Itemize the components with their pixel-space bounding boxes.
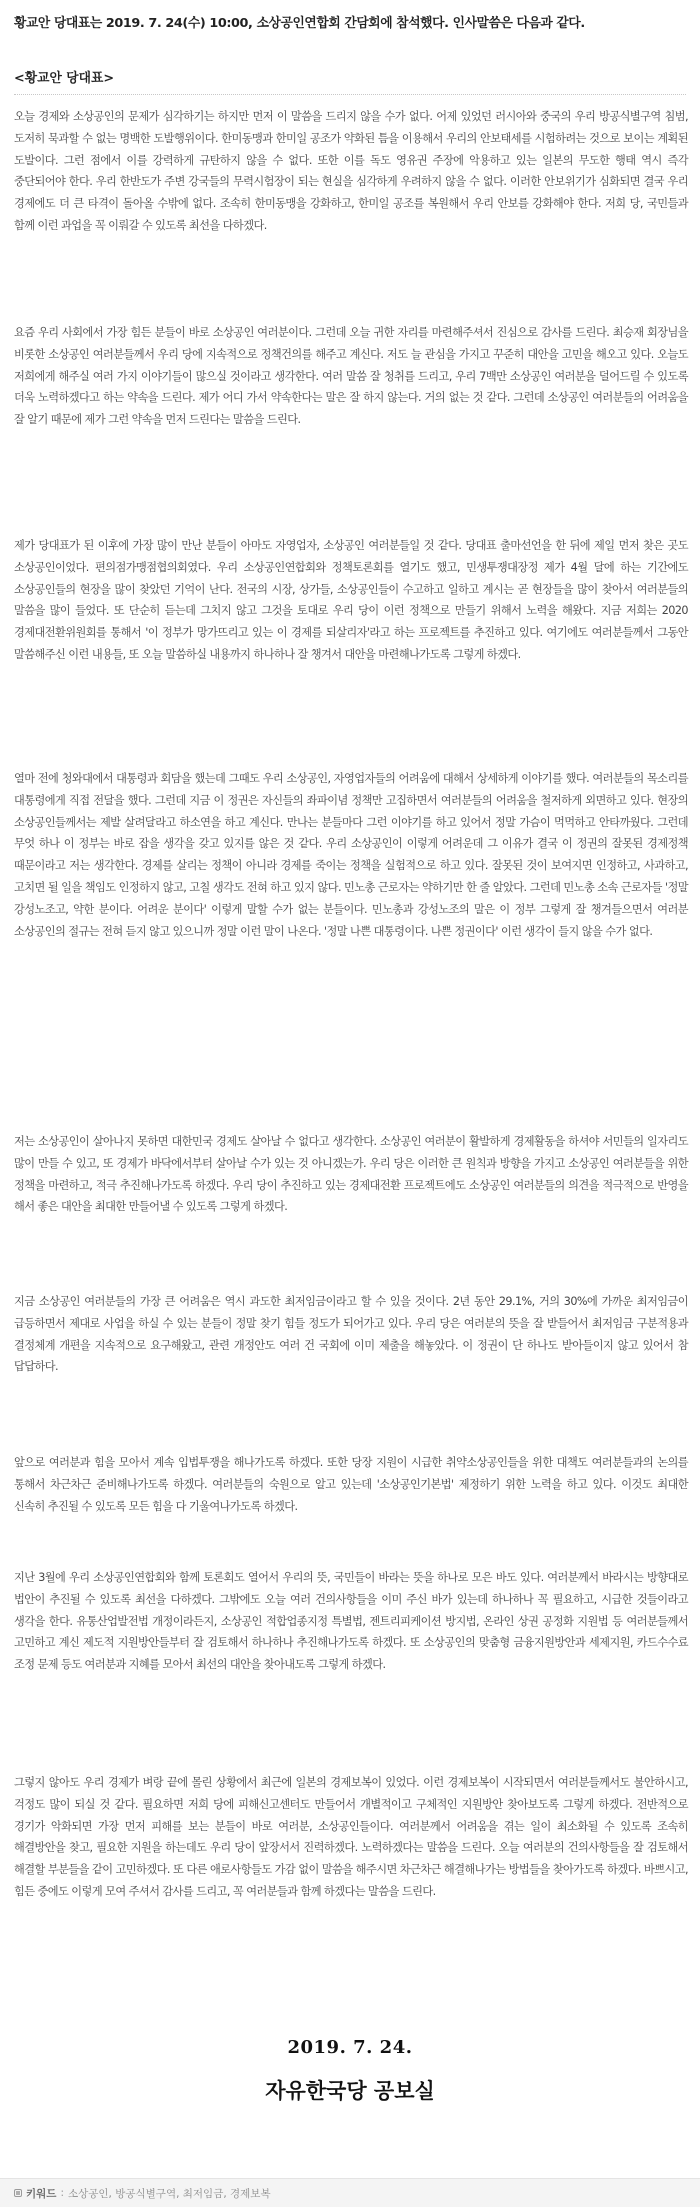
keyword-list[interactable]: 소상공인, 방공식별구역, 최저임금, 경제보복 (67, 2187, 271, 2200)
paragraph-security: 오늘 경제와 소상공인의 문제가 심각하기는 하지만 먼저 이 말씀을 드리지 않을 수가 없다. 어제 있었던 러시아와 중국의 우리 방공식별구역 침범, 도저히 묵과할 수 없는 명백한 도발행위이다. 한미동맹과 한미일 공조가 약화된 틈을 이용해서 우리의 안보태세를 시험하려는 것으로 보이는 계획된 도발이다. 그런 점에서 이를 강력하게 규탄하지 않을 수 없다. 또한 이를 독도 영유권 주장에 악용하고 있는 일본의 무도한 행태 역시 즉각 중단되어야 한다. 우리 한반도가 주변 강국들의 무력시험장이 되는 현실을 심각하게 우려하지 않을 수 없다. 이러한 안보위기가 심화되면 결국 우리 경제에도 더 큰 타격이 돌아올 수밖에 없다. 조속히 한미동맹을 강화하고, 한미일 공조를 복원해서 우리 안보를 강화해야 한다. 저희 당, 국민들과 함께 이런 과업을 꼭 이뤄갈 수 있도록 최선을 다하겠다. (14, 110, 688, 232)
keyword-bar (0, 2178, 700, 2207)
paragraph-field-visits: 제가 당대표가 된 이후에 가장 많이 만난 분들이 아마도 자영업자, 소상공인 여러분들일 것 같다. 당대표 출마선언을 한 뒤에 제일 먼저 찾은 곳도 소상공인이었다. 편의점가맹점협의회였다. 우리 소상공인연합회와 정책토론회를 열기도 했고, 민생투쟁대장정 제가 4월 달에 하는 기간에도 소상공인들의 현장을 많이 찾았던 기억이 난다. 전국의 시장, 상가들, 소상공인들이 수고하고 일하고 계시는 곧 현장들을 많이 찾아서 여러분들의 말씀을 많이 들었다. 또 단순히 듣는데 그치지 않고 그것을 토대로 우리 당이 이런 정책으로 만들기 위해서 노력을 해왔다. 지금 저희는 2020 경제대전환위원회를 통해서 '이 정부가 망가뜨리고 있는 이 경제를 되살리자'라고 하는 프로젝트를 추진하고 있다. 여기에도 여러분들께서 그동안 말씀해주신 이런 내용들, 또 오늘 말씀하실 내용까지 하나하나 잘 챙겨서 대안을 마련해나가도록 그렇게 하겠다. (14, 539, 688, 661)
paragraph-japan-retaliation: 그렇지 않아도 우리 경제가 벼랑 끝에 몰린 상황에서 최근에 일본의 경제보복이 있었다. 이런 경제보복이 시작되면서 여러분들께서도 불안하시고, 걱정도 많이 되실 것 같다. 필요하면 저희 당에 피해신고센터도 만들어서 개별적이고 구체적인 지원방안 찾아보도록 그렇게 하겠다. 전반적으로 경기가 악화되면 가장 먼저 피해를 보는 분들이 바로 여러분, 소상공인들이다. 여러분께서 어려움을 겪는 일이 최소화될 수 있도록 조속히 해결방안을 찾고, 필요한 지원을 하는데도 우리 당이 앞장서서 진력하겠다. 노력하겠다는 말씀을 드린다. 오늘 여러분의 건의사항들을 잘 검토해서 해결할 부분들을 같이 고민하겠다. 또 다른 애로사항들도 가감 없이 말씀을 해주시면 차근차근 해결해나가는 방법들을 찾아가도록 하겠다. 바쁘시고, 힘든 중에도 이렇게 모여 주셔서 감사를 드리고, 꼭 여러분들과 함께 하겠다는 말씀을 드린다. (14, 1776, 688, 1898)
paragraph-small-business-thanks: 요즘 우리 사회에서 가장 힘든 분들이 바로 소상공인 여러분이다. 그런데 오늘 귀한 자리를 마련해주셔서 진심으로 감사를 드린다. 최승재 회장님을 비롯한 소상공인 여러분들께서 우리 당에 지속적으로 정책건의를 해주고 계신다. 저도 늘 관심을 가지고 꾸준히 대안을 고민을 해오고 있다. 오늘도 저희에게 해주실 여러 가지 이야기들이 많으실 것이라고 생각한다. 여러 말씀 잘 청취를 드리고, 우리 7백만 소상공인 여러분을 덜어드릴 수 있도록 더욱 노력하겠다고 하는 약속을 드린다. 제가 어디 가서 약속한다는 말은 잘 하지 않는다. 거의 없는 것 같다. 그런데 소상공인 여러분들의 어려움을 잘 알기 때문에 제가 그런 약속을 먼저 드린다는 말씀을 드린다. (14, 326, 688, 427)
keyword-separator: : (60, 2187, 64, 2199)
speaker-heading: <황교안 당대표> (14, 71, 115, 86)
issuing-office: 자유한국당 공보실 (265, 2079, 435, 2103)
keyword-label: 키워드 (26, 2187, 57, 2200)
intro-line: 황교안 당대표는 2019. 7. 24(수) 10:00, 소상공인연합회 간담회에 참석했다. 인사말씀은 다음과 같다. (14, 16, 585, 31)
heading-divider (14, 94, 686, 95)
paragraph-president-meeting: 열마 전에 청와대에서 대통령과 회담을 했는데 그때도 우리 소상공인, 자영업자들의 어려움에 대해서 상세하게 이야기를 했다. 여러분들의 목소리를 대통령에게 직접 전달을 했다. 그런데 지금 이 정권은 자신들의 좌파이념 정책만 고집하면서 여러분들의 어려움을 철저하게 외면하고 있다. 현장의 소상공인들께서는 제발 살려달라고 하소연을 하고 계신다. 만나는 분들마다 그런 이야기를 하고 있어서 정말 가슴이 먹먹하고 안타까웠다. 그런데 무엇 하나 이 정부는 바로 잡을 생각을 갖고 있지를 않은 것 같다. 우리 소상공인이 이렇게 어려운데 그 이유가 결국 이 정권의 잘못된 경제정책 때문이라고 저는 생각한다. 경제를 살리는 정책이 아니라 경제를 죽이는 정책을 실험적으로 하고 있다. 잘못된 것이 보여지면 인정하고, 사과하고, 고치면 될 일을 책임도 인정하지 않고, 고칠 생각도 전혀 하고 있지 않다. 민노총 근로자는 약하기만 한 줄 알았다. 그런데 민노총 소속 근로자들 '정말 강성노조고, 약한 분이다. 어려운 분이다' 이렇게 말할 수가 없는 분들이다. 민노총과 강성노조의 말은 이 정부 그렇게 잘 챙겨들으면서 여러분 소상공인의 절규는 전혀 듣지 않고 있으니까 정말 이런 말이 나온다. '정말 나쁜 대통령이다. 나쁜 정권이다' 이런 생각이 들지 않을 수가 없다. (14, 772, 689, 938)
paragraph-policy-proposals: 지난 3월에 우리 소상공인연합회와 함께 토론회도 열어서 우리의 뜻, 국민들이 바라는 뜻을 하나로 모은 바도 있다. 여러분께서 바라시는 방향대로 법안이 추진될 수 있도록 최선을 다하겠다. 그밖에도 오늘 여러 건의사항들을 이미 주신 바가 있는데 하나하나 꼭 필요하고, 시급한 것들이라고 생각을 한다. 유통산업발전법 개정이라든지, 소상공인 적합업종지정 특별법, 젠트리피케이션 방지법, 온라인 상권 공정화 지원법 등 여러분들께서 고민하고 계신 제도적 지원방안들부터 잘 검토해서 하나하나 추진해나가도록 하겠다. 또 소상공인의 맞춤형 금융지원방안과 세제지원, 카드수수료 조정 문제 등도 여러분과 지혜를 모아서 최선의 대안을 찾아내도록 그렇게 하겠다. (14, 1571, 688, 1672)
paragraph-economy-principle: 저는 소상공인이 살아나지 못하면 대한민국 경제도 살아날 수 없다고 생각한다. 소상공인 여러분이 활발하게 경제활동을 하셔야 서민들의 일자리도 많이 만들 수 있고, 또 경제가 바닥에서부터 살아날 수가 있는 것 아니겠는가. 우리 당은 이러한 큰 원칙과 방향을 가지고 소상공인 여러분들을 위한 정책을 마련하고, 적극 추진해나가도록 하겠다. 우리 당이 추진하고 있는 경제대전환 프로젝트에도 소상공인 여러분들의 의견을 적극적으로 반영을 해서 좋은 대안을 최대한 만들어낼 수 있도록 그렇게 하겠다. (14, 1135, 688, 1214)
tag-icon (14, 2189, 22, 2197)
release-date: 2019. 7. 24. (287, 2037, 413, 2058)
paragraph-legislation: 앞으로 여러분과 힘을 모아서 계속 입법투쟁을 해나가도록 하겠다. 또한 당장 지원이 시급한 취약소상공인들을 위한 대책도 여러분들과의 논의를 통해서 차근차근 준비해나가도록 하겠다. 여러분들의 숙원으로 알고 있는데 '소상공인기본법' 제정하기 위한 노력을 하고 있다. 이것도 최대한 신속히 추진될 수 있도록 모든 힘을 다 기울여나가도록 하겠다. (14, 1456, 688, 1513)
paragraph-minimum-wage: 지금 소상공인 여러분들의 가장 큰 어려움은 역시 과도한 최저임금이라고 할 수 있을 것이다. 2년 동안 29.1%, 거의 30%에 가까운 최저임금이 급등하면서 제대로 사업을 하실 수 있는 분들이 정말 찾기 힘들 정도가 되어가고 있다. 우리 당은 여러분의 뜻을 잘 받들어서 최저임금 구분적용과 결정체계 개편을 지속적으로 요구해왔고, 관련 개정안도 여러 건 국회에 이미 제출을 해놓았다. 이 정권이 단 하나도 받아들이지 않고 있어서 참 답답하다. (14, 1295, 688, 1374)
